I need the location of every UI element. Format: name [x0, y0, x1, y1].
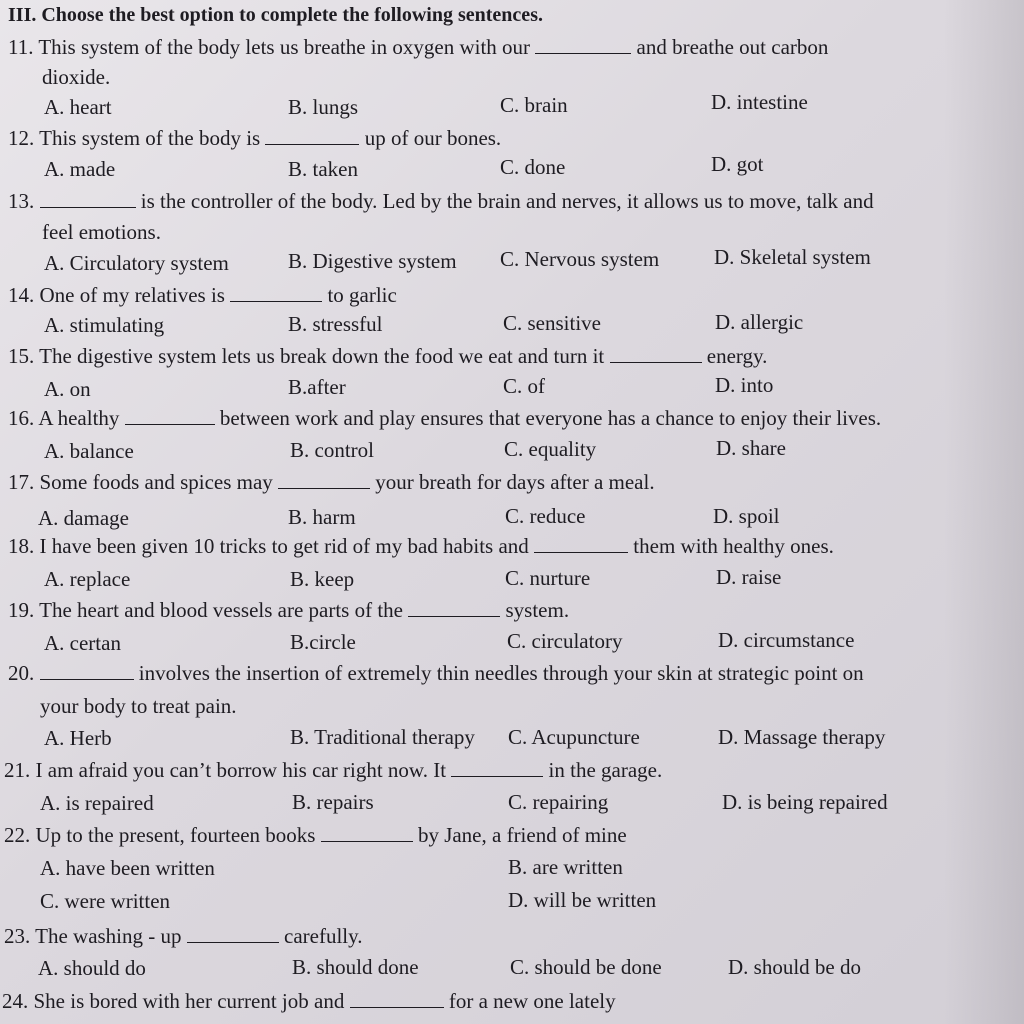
question-text: I have been given 10 tricks to get rid of my bad habits and — [39, 534, 529, 558]
question-number: 19. — [8, 598, 35, 622]
question-number: 12. — [8, 126, 35, 150]
question-18 — [8, 533, 834, 559]
question-text: up of our bones. — [364, 126, 502, 150]
option-b[interactable]: B. repairs — [292, 790, 374, 814]
question-text: This system of the body is — [39, 126, 261, 150]
question-text: Some foods and spices may — [39, 470, 273, 494]
question-text: I am afraid you can’t borrow his car right now. It — [35, 758, 447, 782]
question-text: She is bored with her current job and — [33, 989, 345, 1013]
question-text: and breathe out carbon — [636, 35, 829, 59]
question-number: 22. — [4, 823, 31, 847]
question-text: between work and play ensures that everyone has a chance to enjoy their lives. — [219, 406, 882, 430]
question-number: 18. — [8, 534, 35, 558]
answer-blank[interactable] — [451, 758, 543, 777]
option-b[interactable]: B.circle — [290, 630, 356, 654]
option-c[interactable]: C. should be done — [510, 955, 662, 979]
option-d[interactable]: D. circumstance — [718, 628, 855, 652]
option-d[interactable]: D. spoil — [713, 504, 780, 528]
option-a[interactable]: A. heart — [44, 95, 112, 119]
option-a[interactable]: A. Herb — [44, 726, 112, 750]
question-19 — [8, 597, 569, 623]
answer-blank[interactable] — [187, 924, 279, 943]
option-d[interactable]: D. share — [716, 436, 786, 460]
question-text: Up to the present, fourteen books — [35, 823, 316, 847]
question-17 — [8, 469, 655, 495]
question-number: 23. — [4, 924, 31, 948]
answer-blank[interactable] — [40, 189, 136, 208]
option-d[interactable]: D. Skeletal system — [714, 245, 871, 269]
option-d[interactable]: D. intestine — [711, 90, 808, 114]
question-number: 11. — [8, 35, 34, 59]
answer-blank[interactable] — [350, 989, 444, 1008]
option-a[interactable]: A. is repaired — [40, 791, 154, 815]
option-c[interactable]: C. equality — [504, 437, 597, 461]
option-b[interactable]: B. lungs — [288, 95, 359, 119]
question-text: system. — [505, 598, 570, 622]
question-text: is the controller of the body. Led by the brain and nerves, it allows us to move, talk and — [140, 189, 874, 213]
option-d[interactable]: D. allergic — [715, 310, 804, 334]
option-b[interactable]: B.after — [288, 375, 346, 399]
question-number: 21. — [4, 758, 31, 782]
question-14 — [8, 282, 397, 308]
question-text: them with healthy ones. — [633, 534, 834, 558]
option-b[interactable]: B. taken — [288, 157, 358, 181]
option-c[interactable]: C. done — [500, 155, 566, 179]
question-21 — [4, 757, 662, 783]
option-b[interactable]: B. harm — [288, 505, 356, 529]
option-b[interactable]: B. keep — [290, 567, 355, 591]
question-number: 14. — [8, 283, 35, 307]
option-d[interactable]: D. should be do — [728, 955, 861, 979]
option-c[interactable]: C. reduce — [505, 504, 586, 528]
question-text: carefully. — [284, 924, 363, 948]
question-text: involves the insertion of extremely thin needles through your skin at strategic point on — [138, 661, 864, 685]
question-text: energy. — [706, 344, 768, 368]
option-c[interactable]: C. circulatory — [507, 629, 623, 653]
section-heading: III. Choose the best option to complete the following sentences. — [8, 4, 543, 26]
answer-blank[interactable] — [408, 598, 500, 617]
option-a[interactable]: A. replace — [44, 567, 131, 591]
option-b[interactable]: B. stressful — [288, 312, 383, 336]
option-d[interactable]: D. is being repaired — [722, 790, 888, 814]
option-d[interactable]: D. raise — [716, 565, 782, 589]
answer-blank[interactable] — [265, 126, 359, 145]
question-number: 15. — [8, 344, 35, 368]
option-a[interactable]: A. on — [44, 377, 91, 401]
question-13 — [8, 188, 874, 214]
question-number: 16. — [8, 406, 35, 430]
question-11 — [8, 34, 828, 60]
option-b[interactable]: B. are written — [508, 855, 623, 879]
question-number: 17. — [8, 470, 35, 494]
option-a[interactable]: A. should do — [38, 956, 146, 980]
option-a[interactable]: A. Circulatory system — [44, 251, 229, 275]
option-c[interactable]: C. of — [503, 374, 545, 398]
question-text: The digestive system lets us break down the food we eat and turn it — [39, 344, 605, 368]
option-c[interactable]: C. Nervous system — [500, 247, 660, 271]
option-c[interactable]: C. nurture — [505, 566, 591, 590]
option-a[interactable]: A. made — [44, 157, 116, 181]
page-edge-shadow — [944, 0, 1024, 1024]
option-c[interactable]: C. were written — [40, 889, 171, 913]
answer-blank[interactable] — [610, 344, 702, 363]
option-d[interactable]: D. will be written — [508, 888, 657, 912]
option-d[interactable]: D. got — [711, 152, 764, 176]
question-12 — [8, 125, 501, 151]
answer-blank[interactable] — [230, 283, 322, 302]
answer-blank[interactable] — [321, 823, 413, 842]
question-text: The washing - up — [35, 924, 182, 948]
option-d[interactable]: D. Massage therapy — [718, 725, 886, 749]
option-a[interactable]: A. have been written — [40, 856, 215, 880]
question-text: One of my relatives is — [39, 283, 225, 307]
question-15 — [8, 343, 767, 369]
question-number: 13. — [8, 189, 35, 213]
question-text: for a new one lately — [448, 989, 616, 1013]
answer-blank[interactable] — [534, 534, 628, 553]
option-d[interactable]: D. into — [715, 373, 774, 397]
option-c[interactable]: C. brain — [500, 93, 568, 117]
answer-blank[interactable] — [40, 661, 134, 680]
answer-blank[interactable] — [535, 35, 631, 54]
question-23 — [4, 923, 363, 949]
option-a[interactable]: A. certan — [44, 631, 121, 655]
option-c[interactable]: C. repairing — [508, 790, 609, 814]
question-number: 20. — [8, 661, 35, 685]
question-text: This system of the body lets us breathe in oxygen with our — [38, 35, 531, 59]
option-b[interactable]: B. should done — [292, 955, 419, 979]
question-22 — [4, 822, 627, 848]
option-b[interactable]: B. Traditional therapy — [290, 725, 475, 749]
question-text: in the garage. — [548, 758, 663, 782]
question-text: The heart and blood vessels are parts of the — [39, 598, 403, 622]
answer-blank[interactable] — [125, 406, 215, 425]
answer-blank[interactable] — [278, 470, 370, 489]
question-continuation: feel emotions. — [42, 220, 161, 244]
option-b[interactable]: B. control — [290, 438, 374, 462]
option-c[interactable]: C. sensitive — [503, 311, 601, 335]
question-continuation: dioxide. — [42, 65, 111, 89]
option-a[interactable]: A. stimulating — [44, 313, 165, 337]
question-16 — [8, 405, 881, 431]
question-text: A healthy — [38, 406, 120, 430]
question-continuation: your body to treat pain. — [40, 694, 237, 718]
option-a[interactable]: A. damage — [38, 506, 129, 530]
option-b[interactable]: B. Digestive system — [288, 249, 457, 273]
question-number: 24. — [2, 989, 29, 1013]
question-text: by Jane, a friend of mine — [417, 823, 627, 847]
option-c[interactable]: C. Acupuncture — [508, 725, 640, 749]
question-text: to garlic — [327, 283, 397, 307]
question-20 — [8, 660, 864, 686]
option-a[interactable]: A. balance — [44, 439, 134, 463]
question-24 — [2, 988, 616, 1014]
question-text: your breath for days after a meal. — [375, 470, 655, 494]
